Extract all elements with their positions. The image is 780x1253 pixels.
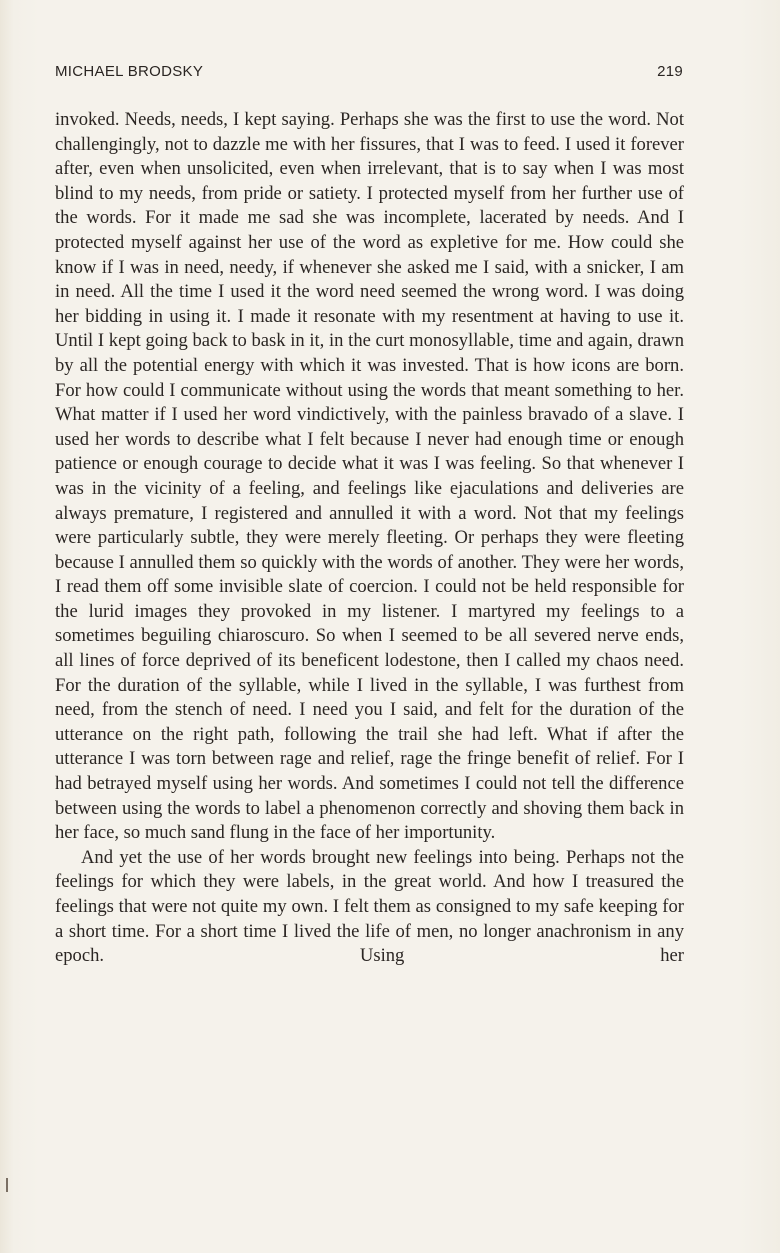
running-head [55,63,683,83]
running-head-author: MICHAEL BRODSKY [55,63,204,80]
gutter-mark [6,1178,8,1192]
page-number: 219 [657,63,683,80]
paragraph-2: And yet the use of her words brought new feelings into being. Perhaps not the feelings for which they were labels, in the great world. And how I treasured the feelings that were not quite my own. I felt them as consigned to my safe keeping for a short time. For a short time I lived the life of men, no longer anachronism in any epoch. Using her [55,846,684,967]
paragraph-1: invoked. Needs, needs, I kept saying. Perhaps she was the first to use the word. Not challengingly, not to dazzle me with her fissures, that I was to feed. I used it forever after, even when unsolicited, even when irrelevant, that is to say when I was most blind to my needs, from pride or satiety. I protected myself from her further use of the words. For it made me sad she was incomplete, lacerated by needs. And I protected myself against her use of the word as expletive for me. How could she know if I was in need, needy, if whenever she asked me I said, with a snicker, I am in need. All the time I used it the word need seemed the wrong word. I was doing her bidding in using it. I made it resonate with my resentment at having to use it. Until I kept going back to bask in it, in the curt monosyllable, time and again, drawn by all the potential energy with which it was invested. That is how icons are born. For how could I communicate without using the words that meant something to her. What matter if I used her word vindictively, with the painless bravado of a slave. I used her words to describe what I felt because I never had enough time or enough patience or enough courage to decide what it was I was feeling. So that whenever I was in the vicinity of a feeling, and feelings like ejaculations and deliveries are always premature, I registered and annulled it with a word. Not that my feelings were particularly subtle, they were merely fleeting. Or perhaps they were fleeting because I annulled them so quickly with the words of another. They were her words, I read them off some invisible slate of coercion. I could not be held responsible for the lurid images they provoked in my listener. I martyred my feelings to a sometimes beguiling chiaroscuro. So when I seemed to be all severed nerve ends, all lines of force deprived of its beneficent lodestone, then I called my chaos need. For the duration of the syllable, while I lived in the syllable, I was furthest from need, from the stench of need. I need you I said, and felt for the duration of the utterance on the right path, following the trail she had left. What if after the utterance I was torn between rage and relief, rage the fringe benefit of relief. For I had betrayed myself using her words. And sometimes I could not tell the difference between using the words to label a phenomenon correctly and shoving them back in her face, so much sand flung in the face of her importunity. [55,109,684,844]
body-text [55,108,684,969]
